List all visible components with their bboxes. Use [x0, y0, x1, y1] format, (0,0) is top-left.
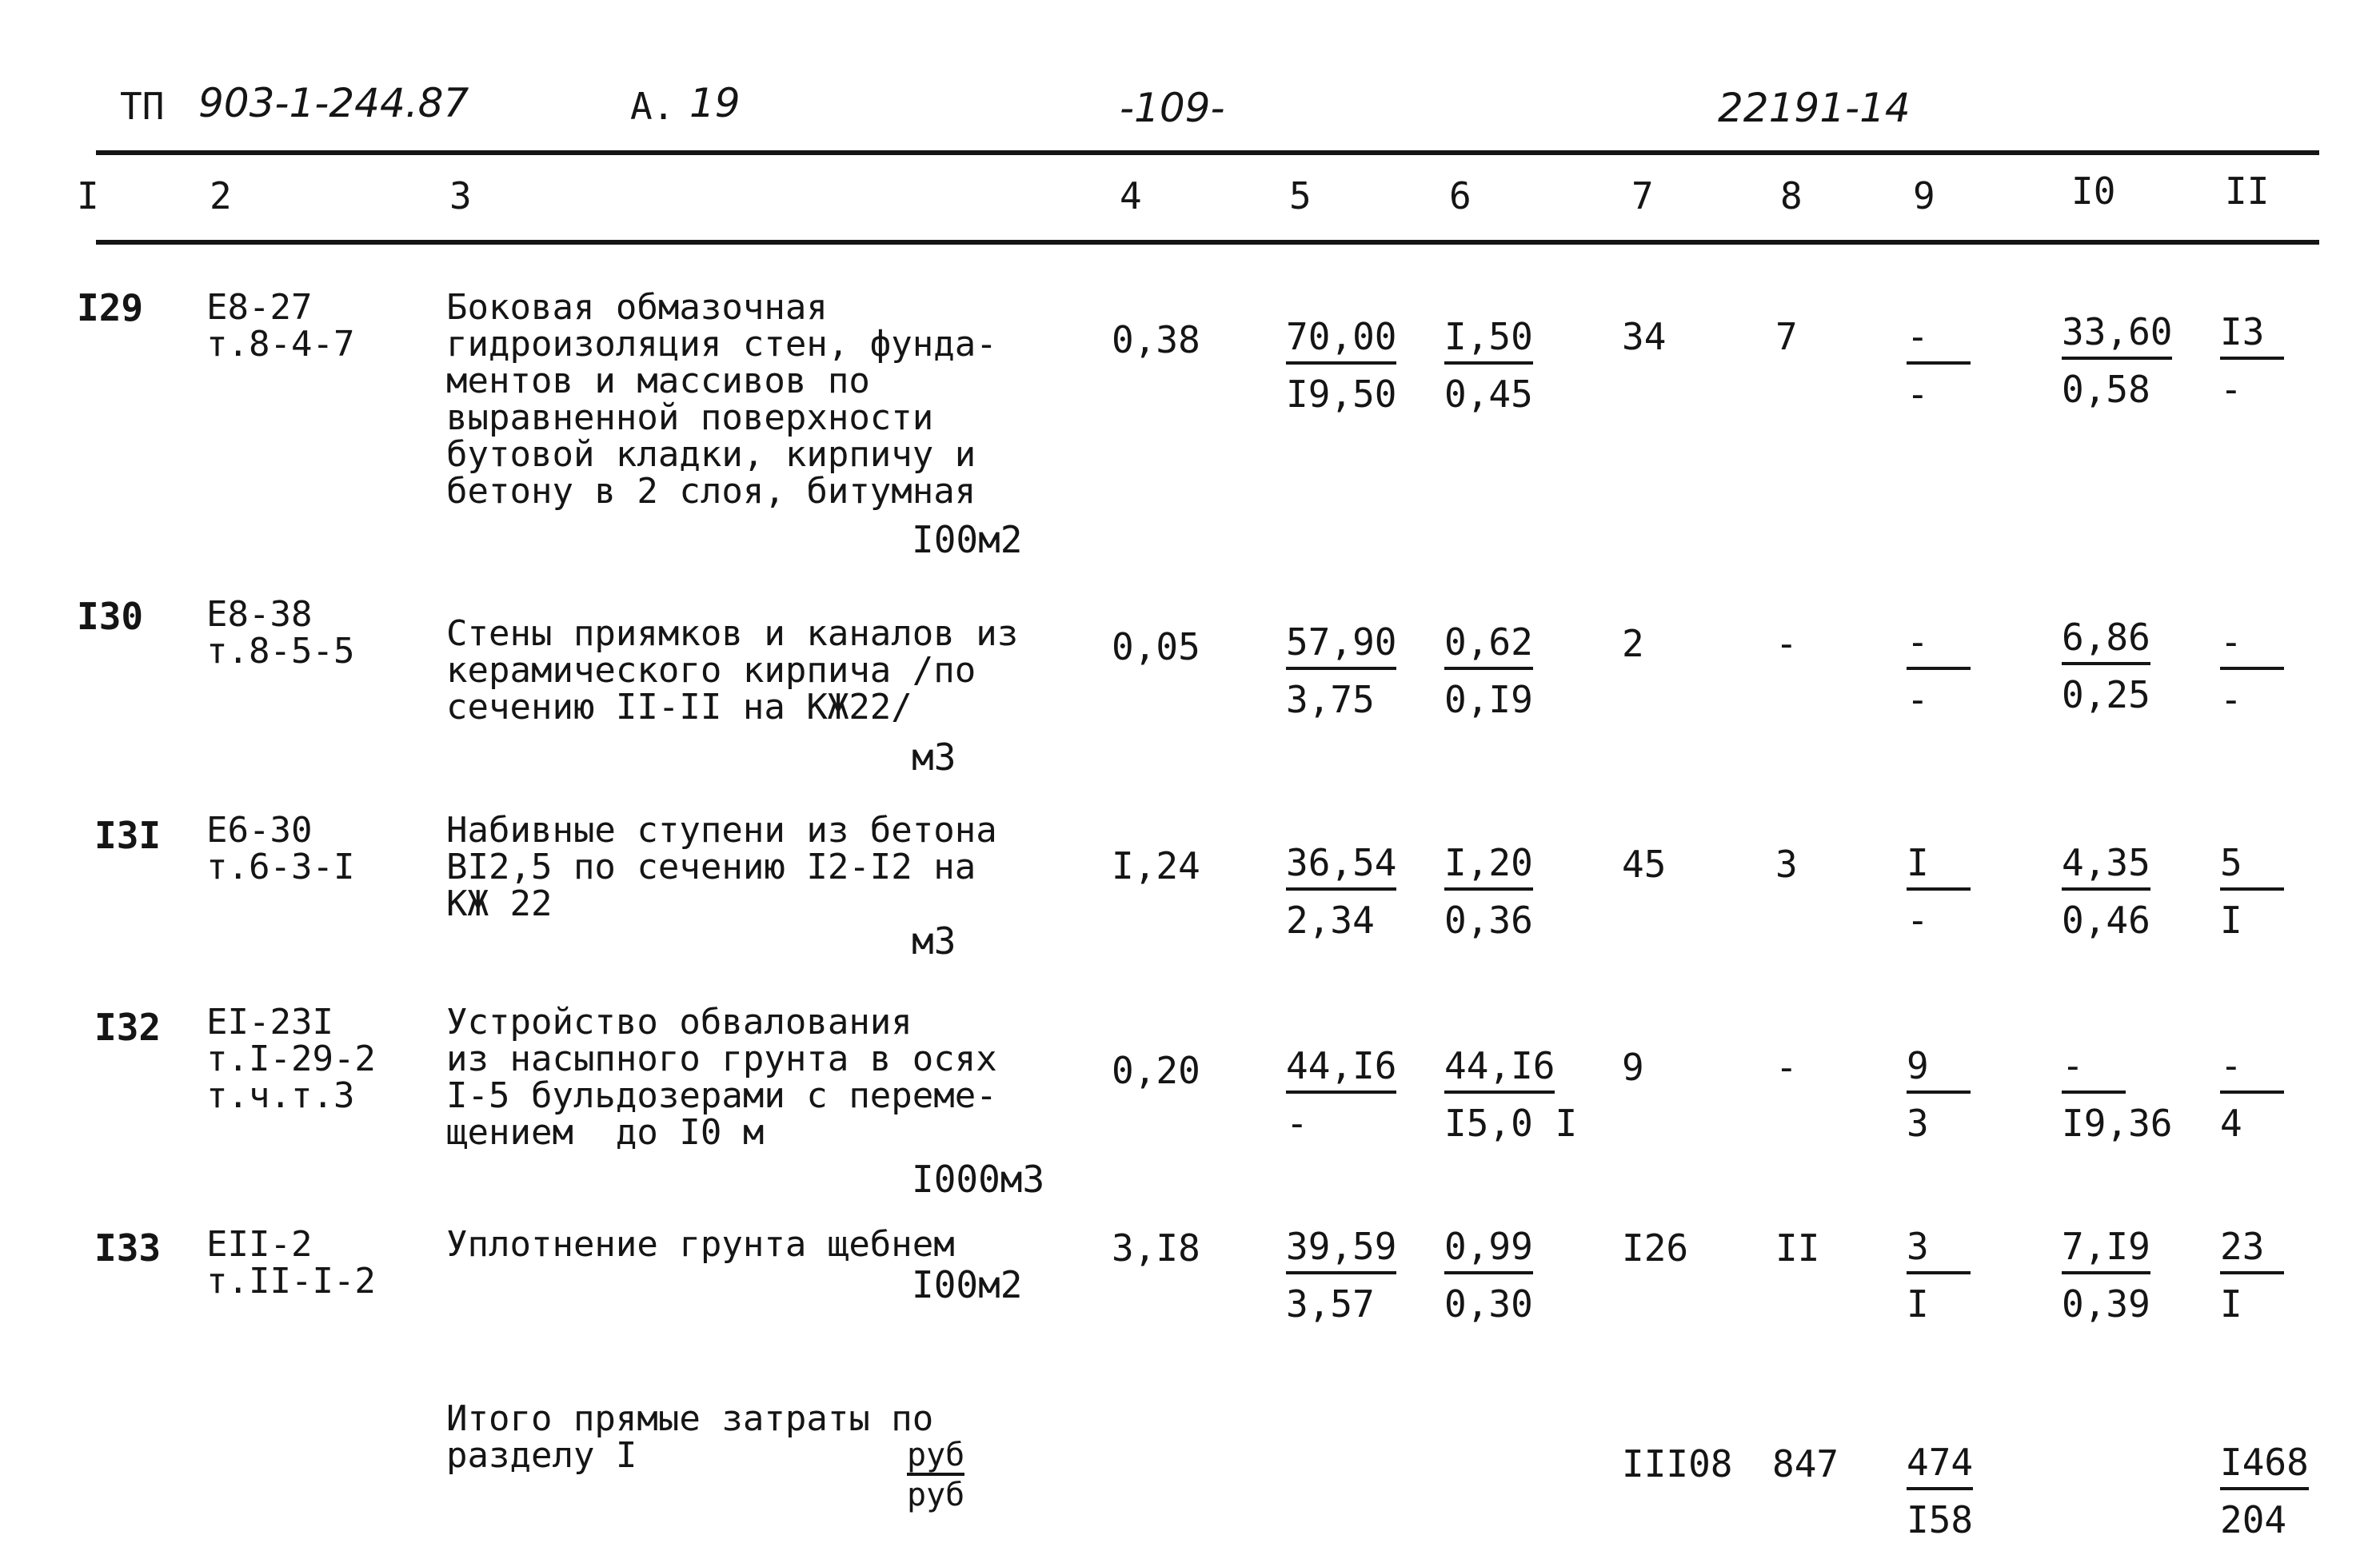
- wage-cost: $\frac{I,50}{0,45}$: [1444, 315, 1533, 416]
- wage-cost: $\frac{44,I6}{I5,0 I}$: [1444, 1044, 1578, 1145]
- doc-prefix: ТП: [120, 85, 165, 128]
- col-header-9: 9: [1913, 174, 1935, 217]
- unit: м3: [912, 919, 956, 963]
- album-label: А.: [630, 85, 675, 128]
- labor-cost: $\frac{33,60}{0,58}$: [2062, 310, 2173, 411]
- machinist-cost: $\frac{23}{I}$: [2220, 1228, 2284, 1322]
- unit-cost: $\frac{70,00}{I9,50}$: [1286, 315, 1397, 416]
- machine-cost: $\frac{9}{3}$: [1907, 1047, 1971, 1142]
- col-header-10: I0: [2071, 169, 2116, 213]
- row-number: I32: [94, 1006, 162, 1049]
- quantity: I,24: [1112, 844, 1200, 887]
- labor-cost: $\frac{6,86}{0,25}$: [2062, 616, 2150, 716]
- norm-code: Е8-38 т.8-5-5: [206, 594, 355, 672]
- quantity: 3,I8: [1112, 1226, 1200, 1270]
- work-description: Уплотнение грунта щебнем: [446, 1224, 955, 1265]
- machine-cost: - -: [1907, 318, 1971, 413]
- total-wage: 3: [1775, 843, 1798, 886]
- row-number: I33: [94, 1226, 162, 1270]
- labor-cost: $\frac{7,I9}{0,39}$: [2062, 1225, 2150, 1326]
- unit-cost: $\frac{36,54}{2,34}$: [1286, 841, 1397, 942]
- unit-cost: 44,I6 -: [1286, 1044, 1397, 1145]
- machinist-cost: $\frac{5}{I}$: [2220, 844, 2284, 939]
- col-header-7: 7: [1631, 174, 1654, 217]
- unit: м3: [912, 736, 956, 779]
- norm-code: Е6-30 т.6-3-I: [206, 810, 355, 887]
- machinist-cost: I3 -: [2220, 313, 2284, 408]
- machinist-cost: - 4: [2220, 1047, 2284, 1142]
- col-header-3: 3: [449, 174, 472, 217]
- total-wage: -: [1775, 622, 1798, 665]
- row-number: I29: [77, 286, 144, 329]
- total-cost: I26: [1622, 1226, 1689, 1270]
- total-cost-sum: III08: [1622, 1442, 1733, 1485]
- quantity: 0,38: [1112, 318, 1200, 361]
- album-number: 19: [689, 80, 741, 126]
- machine-cost-sum: $\frac{474}{I58}$: [1907, 1441, 1974, 1541]
- work-description: Боковая обмазочная гидроизоляция стен, фунда- ментов и массивов по выравненной поверхности бутовой кладки, кирпичу и бетону в 2 слоя, битумная: [446, 287, 997, 512]
- total-wage-sum: 847: [1772, 1442, 1839, 1485]
- project-number: 903-1-244.87: [198, 80, 469, 126]
- wage-cost: $\frac{0,99}{0,30}$: [1444, 1225, 1533, 1326]
- labor-cost: - I9,36: [2062, 1044, 2173, 1145]
- wage-cost: $\frac{I,20}{0,36}$: [1444, 841, 1533, 942]
- unit-cost: $\frac{39,59}{3,57}$: [1286, 1225, 1397, 1326]
- total-wage: II: [1775, 1226, 1820, 1270]
- unit-cost: $\frac{57,90}{3,75}$: [1286, 620, 1397, 721]
- col-header-11: II: [2225, 169, 2270, 213]
- machine-cost: - -: [1907, 624, 1971, 718]
- machinist-cost-sum: $\frac{I468}{204}$: [2220, 1441, 2309, 1541]
- work-description: Стены приямков и каналов из керамического кирпича /по сечению II-II на КЖ22/: [446, 613, 1019, 728]
- work-description: Набивные ступени из бетона ВI2,5 по сечению I2-I2 на КЖ 22: [446, 810, 997, 924]
- col-header-6: 6: [1449, 174, 1472, 217]
- table-top-rule: [96, 150, 2319, 155]
- total-cost: 34: [1622, 315, 1667, 358]
- norm-code: Е8-27 т.8-4-7: [206, 287, 355, 365]
- total-cost: 2: [1622, 622, 1644, 665]
- total-wage: 7: [1775, 315, 1798, 358]
- col-header-1: I: [77, 174, 99, 217]
- total-label: Итого прямые затраты по разделу I: [446, 1398, 934, 1476]
- total-unit: руб руб: [907, 1437, 965, 1513]
- col-header-4: 4: [1120, 174, 1142, 217]
- work-description: Устройство обвалования из насыпного грунта в осях I-5 бульдозерами с переме- щением до I0 м: [446, 1002, 997, 1153]
- machine-cost: I -: [1907, 844, 1971, 939]
- norm-code: ЕII-2 т.II-I-2: [206, 1224, 376, 1302]
- col-header-2: 2: [210, 174, 232, 217]
- row-number: I3I: [94, 814, 162, 857]
- row-number: I30: [77, 595, 144, 638]
- quantity: 0,20: [1112, 1049, 1200, 1092]
- col-header-8: 8: [1780, 174, 1803, 217]
- table-header-rule: [96, 240, 2319, 245]
- page-number: -109-: [1120, 85, 1225, 131]
- machine-cost: $\frac{3}{I}$: [1907, 1228, 1971, 1322]
- document-number: 22191-14: [1718, 85, 1911, 131]
- labor-cost: $\frac{4,35}{0,46}$: [2062, 841, 2150, 942]
- unit: I00м2: [912, 1263, 1023, 1306]
- wage-cost: $\frac{0,62}{0,I9}$: [1444, 620, 1533, 721]
- unit: I00м2: [912, 518, 1023, 561]
- unit: I000м3: [912, 1158, 1045, 1201]
- total-cost: 9: [1622, 1046, 1644, 1089]
- total-cost: 45: [1622, 843, 1667, 886]
- col-header-5: 5: [1289, 174, 1312, 217]
- quantity: 0,05: [1112, 625, 1200, 668]
- total-wage: -: [1775, 1046, 1798, 1089]
- norm-code: ЕI-23I т.I-29-2 т.ч.т.3: [206, 1002, 376, 1116]
- machinist-cost: - -: [2220, 624, 2284, 718]
